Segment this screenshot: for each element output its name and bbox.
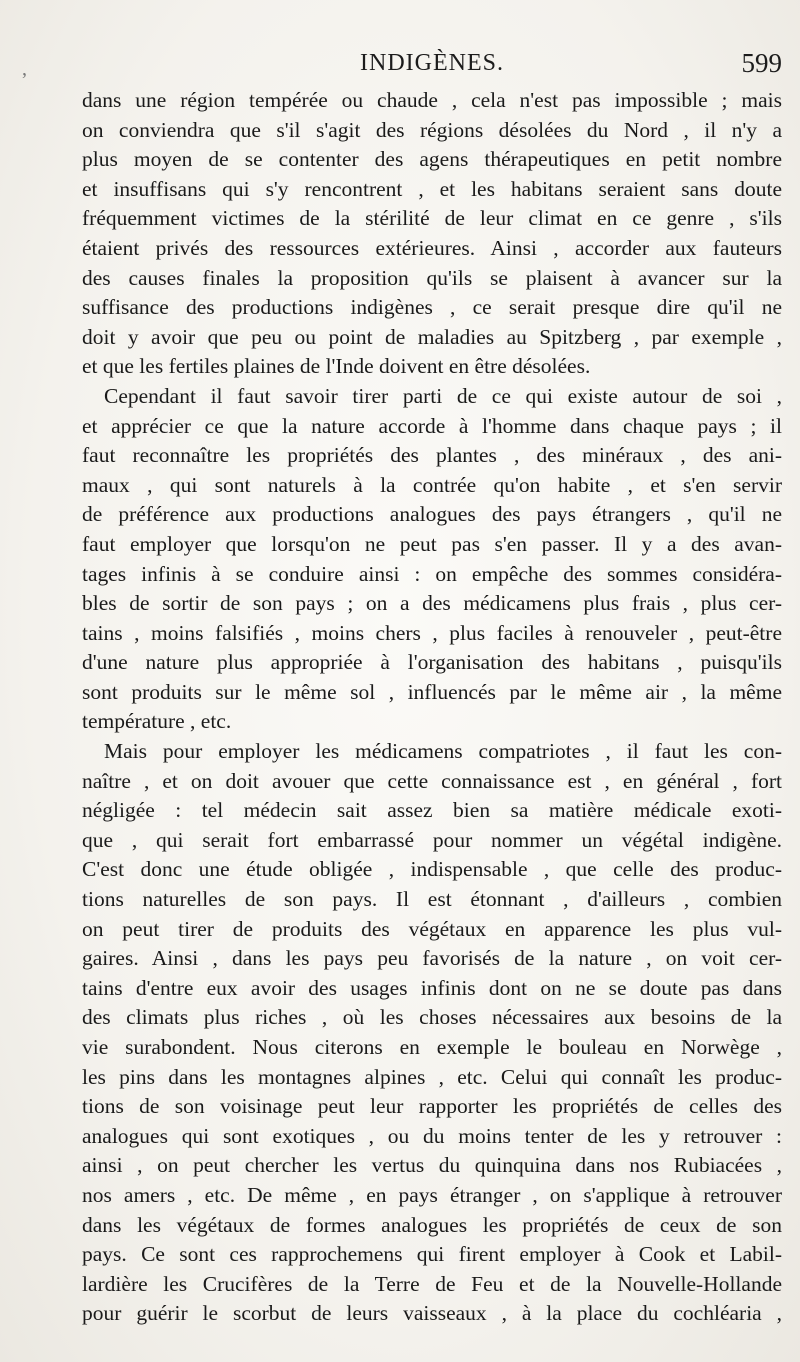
text-line: faut employer que lorsqu'on ne peut pas s'en passer. Il y a des avan- xyxy=(82,531,782,556)
paragraph-end-line: et que les fertiles plaines de l'Inde doivent en être désolées. xyxy=(82,354,591,379)
text-line: des causes finales la proposition qu'ils se plaisent à avancer sur la xyxy=(82,265,782,290)
text-line: C'est donc une étude obligée , indispensable , que celle des produc- xyxy=(82,857,782,882)
text-line: fréquemment victimes de la stérilité de leur climat en ce genre , s'ils xyxy=(82,206,782,231)
text-line: ainsi , on peut chercher les vertus du quinquina dans nos Rubiacées , xyxy=(82,1153,782,1178)
text-line: tions naturelles de son pays. Il est étonnant , d'ailleurs , combien xyxy=(82,887,782,912)
text-line: pays. Ce sont ces rapprochemens qui firent employer à Cook et Labil- xyxy=(82,1242,782,1267)
text-line: et insuffisans qui s'y rencontrent , et les habitans seraient sans doute xyxy=(82,176,782,201)
running-head xyxy=(82,50,782,82)
body-text xyxy=(82,86,782,1329)
text-line: on conviendra que s'il s'agit des régions désolées du Nord , il n'y a xyxy=(82,117,782,142)
text-line: tions de son voisinage peut leur rapporter les propriétés de celles des xyxy=(82,1094,782,1119)
text-line: tains d'entre eux avoir des usages infinis dont on ne se doute pas dans xyxy=(82,975,782,1000)
paragraph-end-line: température , etc. xyxy=(82,709,232,734)
text-line: gaires. Ainsi , dans les pays peu favorisés de la nature , on voit cer- xyxy=(82,946,782,971)
text-line: sont produits sur le même sol , influencés par le même air , la même xyxy=(82,679,782,704)
text-line: naître , et on doit avouer que cette connaissance est , en général , fort xyxy=(82,768,782,793)
text-line: plus moyen de se contenter des agens thérapeutiques en petit nombre xyxy=(82,147,782,172)
text-line: nos amers , etc. De même , en pays étranger , on s'applique à retrouver xyxy=(82,1182,782,1207)
text-line: vie surabondent. Nous citerons en exemple le bouleau en Norwège , xyxy=(82,1035,782,1059)
paragraph-start-line: Cependant il faut savoir tirer parti de ce qui existe autour de soi , xyxy=(104,383,782,408)
text-line: suffisance des productions indigènes , ce serait presque dire qu'il ne xyxy=(82,295,782,320)
text-line: d'une nature plus appropriée à l'organisation des habitans , puisqu'ils xyxy=(82,650,782,675)
paragraph-start-line: Mais pour employer les médicamens compatriotes , il faut les con- xyxy=(104,739,782,764)
text-line: des climats plus riches , où les choses nécessaires aux besoins de la xyxy=(82,1005,782,1030)
text-line: tains , moins falsifiés , moins chers , plus faciles à renouveler , peut-être xyxy=(82,620,782,645)
text-line: bles de sortir de son pays ; on a des médicamens plus frais , plus cer- xyxy=(82,591,782,616)
text-line: dans une région tempérée ou chaude , cela n'est pas impossible ; mais xyxy=(82,88,782,112)
text-line: doit y avoir que peu ou point de maladies au Spitzberg , par exemple , xyxy=(82,324,782,349)
running-title: INDIGÈNES. xyxy=(360,50,504,76)
text-line: que , qui serait fort embarrassé pour nommer un végétal indigène. xyxy=(82,827,782,852)
text-line: analogues qui sont exotiques , ou du moins tenter de les y retrouver : xyxy=(82,1123,782,1148)
text-line: et apprécier ce que la nature accorde à l'homme dans chaque pays ; il xyxy=(82,413,782,438)
text-line: négligée : tel médecin sait assez bien sa matière médicale exoti- xyxy=(82,798,782,823)
text-line: dans les végétaux de formes analogues les propriétés de ceux de son xyxy=(82,1212,782,1237)
text-line: maux , qui sont naturels à la contrée qu'on habite , et s'en servir xyxy=(82,472,782,497)
text-line: étaient privés des ressources extérieures. Ainsi , accorder aux fauteurs xyxy=(82,235,782,260)
text-line: les pins dans les montagnes alpines , etc. Celui qui connaît les produc- xyxy=(82,1064,782,1089)
text-line: pour guérir le scorbut de leurs vaisseaux , à la place du cochléaria , xyxy=(82,1301,782,1326)
text-line: on peut tirer de produits des végétaux en apparence les plus vul- xyxy=(82,916,782,941)
margin-mark: , xyxy=(22,58,27,80)
text-line: de préférence aux productions analogues des pays étrangers , qu'il ne xyxy=(82,502,782,527)
text-line: tages infinis à se conduire ainsi : on empêche des sommes considéra- xyxy=(82,561,782,586)
text-line: faut reconnaître les propriétés des plantes , des minéraux , des ani- xyxy=(82,443,782,468)
text-line: lardière les Crucifères de la Terre de Feu et de la Nouvelle-Hollande xyxy=(82,1271,782,1296)
page-number: 599 xyxy=(741,48,782,78)
